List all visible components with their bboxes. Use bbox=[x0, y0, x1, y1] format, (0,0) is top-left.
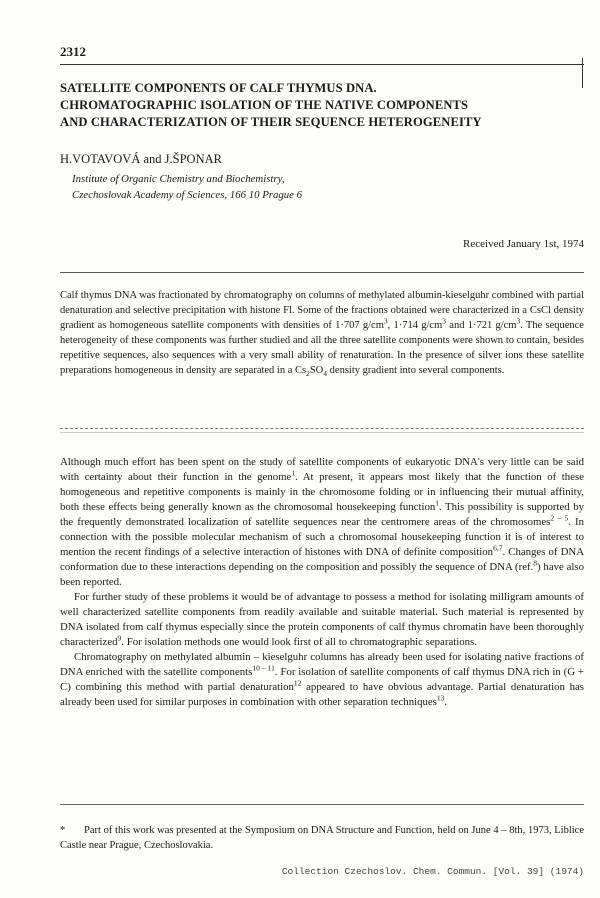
journal-footer: Collection Czechoslov. Chem. Commun. [Vol. 39] (1974) bbox=[281, 866, 584, 877]
subscript: 4 bbox=[323, 368, 328, 378]
superscript: 3 bbox=[516, 316, 521, 326]
abstract-text: density gradient into several components. bbox=[327, 364, 505, 376]
reference: 1 bbox=[291, 468, 296, 478]
subscript: 2 bbox=[306, 368, 310, 378]
abstract-bottom-rule-faint bbox=[60, 432, 584, 433]
superscript: 3 bbox=[442, 316, 447, 326]
footnote bbox=[60, 823, 584, 853]
reference: 10 – 11 bbox=[252, 663, 275, 673]
reference: 13 bbox=[436, 693, 445, 703]
reference: 8 bbox=[533, 558, 538, 568]
abstract-bottom-rule bbox=[60, 428, 584, 429]
page-number: 2312 bbox=[60, 44, 86, 59]
superscript: 3 bbox=[383, 316, 388, 326]
abstract-text: . The sequence heterogeneity of these components was further studied and all the three satellite components were shown to contain, besides repetitive sequences, also sequences with a very small ability of renaturation. In the presence of silver ions these satellite preparations homogeneous in density are separated in a Cs bbox=[60, 319, 584, 376]
abstract-text: , 1·714 g/cm bbox=[387, 319, 443, 331]
authors: H.VOTAVOVÁ and J.ŠPONAR bbox=[60, 152, 222, 166]
body-text bbox=[60, 455, 584, 710]
reference: 9 bbox=[117, 633, 122, 643]
footnote-text: Part of this work was presented at the Symposium on DNA Structure and Function, held on June 4 – 8th, 1973, Liblice Castle near Prague, Czechoslovakia. bbox=[60, 825, 584, 851]
title-line: CHROMATOGRAPHIC ISOLATION OF THE NATIVE COMPONENTS bbox=[60, 98, 469, 112]
reference: 1 bbox=[435, 498, 439, 508]
abstract-top-rule bbox=[60, 272, 584, 273]
abstract bbox=[60, 289, 584, 378]
paragraph: For further study of these problems it would be of advantage to possess a method for isolating milligram amounts of well characterized satellite components from readily available and suitable material. Such material is represented by DNA isolated from calf thymus especially since the protein components of calf thymus chromatin have been thoroughly characterized$^9$. For isolation methods one would look first of all to chromatographic separations. bbox=[60, 591, 584, 648]
footnote-marker: * bbox=[60, 825, 66, 836]
abstract-text: SO bbox=[309, 364, 324, 376]
title-line: SATELLITE COMPONENTS OF CALF THYMUS DNA. bbox=[60, 81, 377, 95]
affiliation-line: Institute of Organic Chemistry and Biochemistry, bbox=[72, 173, 285, 185]
abstract-text: and 1·721 g/cm bbox=[446, 319, 517, 331]
affiliation-line: Czechoslovak Academy of Sciences, 166 10 Prague 6 bbox=[72, 189, 303, 201]
article-title bbox=[60, 80, 584, 131]
reference: 6,7 bbox=[493, 543, 503, 553]
header-rule bbox=[60, 64, 584, 65]
paragraph: Although much effort has been spent on the study of satellite components of eukaryotic DNA's very little can be said with certainty about their function in the genome$^1$. At present, it appears most likely that the function of these homogeneous and repetitive components is mainly in the chromosome folding or in influencing their mutual affinity, both these effects being generally known as the chromosomal housekeeping function$^1$. This possibility is supported by the frequently demonstrated localization of satellite sequences near the centromere areas of the chromosomes$^{2 - 5}$. In connection with the possible molecular mechanism of such a chromosomal housekeeping function it is of interest to mention the recent findings of a selective interaction of histones with DNA of definite composition$^{6,7}$. Changes of DNA conformation due to these interactions depending on the composition and possibly the sequence of DNA (ref.$^8$) have also been reported. bbox=[60, 456, 584, 588]
reference: 12 bbox=[293, 678, 302, 688]
affiliation bbox=[72, 171, 302, 203]
title-line: AND CHARACTERIZATION OF THEIR SEQUENCE HETEROGENEITY bbox=[60, 115, 482, 129]
paragraph: Chromatography on methylated albumin – kieselguhr columns has already been used for isolating native fractions of DNA enriched with the satellite components$^{10 - 11}$. For isolation of satellite components of calf thymus DNA rich in (G + C) combining this method with partial denaturation$^{12}$ appeared to have obvious advantage. Partial denaturation has already been used for similar purposes in combination with other separation techniques$^{13}$. bbox=[60, 651, 584, 708]
footnote-rule bbox=[60, 804, 584, 805]
reference: 2 – 5 bbox=[550, 513, 569, 523]
received-date: Received January 1st, 1974 bbox=[463, 238, 584, 250]
abstract-text: Calf thymus DNA was fractionated by chromatography on columns of methylated albumin-kieselguhr combined with partial denaturation and selective precipitation with histone Fl. Some of the fractions obtained were characterized in a CsCl density gradient as homogeneous satellite components with densities of 1·707 g/cm bbox=[60, 290, 584, 331]
